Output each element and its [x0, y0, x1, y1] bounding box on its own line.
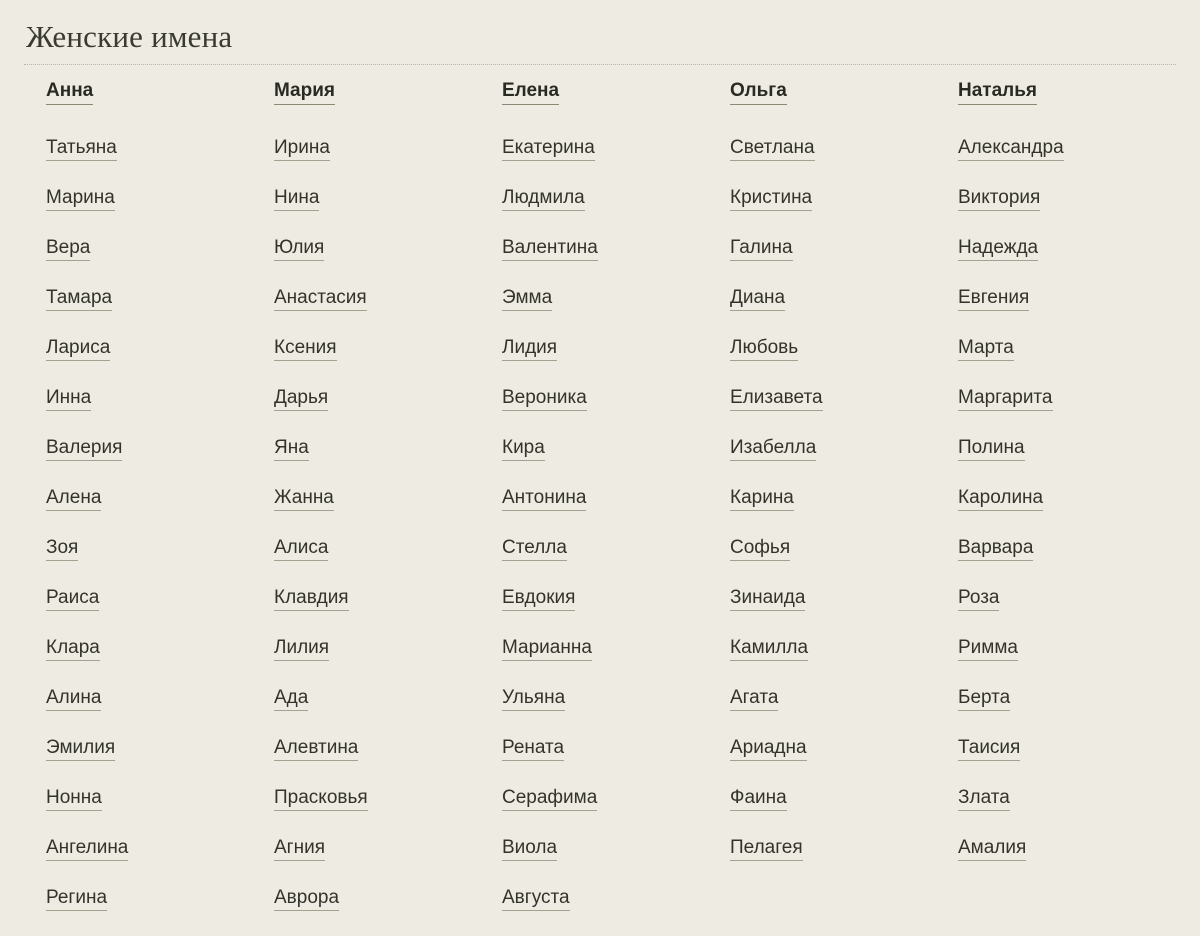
name-text: Маргарита [958, 387, 1053, 411]
name-list-elena [492, 123, 706, 923]
name-text: Клавдия [274, 587, 349, 611]
list-item[interactable] [264, 373, 478, 423]
name-text: Екатерина [502, 137, 595, 161]
list-item[interactable] [36, 173, 250, 223]
name-text: Алевтина [274, 737, 358, 761]
name-text: Агния [274, 837, 325, 861]
name-list-natalya [948, 123, 1162, 873]
name-text: Евдокия [502, 587, 575, 611]
list-item[interactable] [36, 573, 250, 623]
name-text: Камилла [730, 637, 808, 661]
name-text: Августа [502, 887, 570, 911]
name-text: Виола [502, 837, 557, 861]
list-item[interactable] [264, 223, 478, 273]
list-item[interactable] [36, 523, 250, 573]
list-item[interactable] [492, 823, 706, 873]
name-text: Марта [958, 337, 1014, 361]
list-item[interactable] [948, 623, 1162, 673]
list-item[interactable] [720, 823, 934, 873]
name-column-anna [36, 81, 264, 923]
name-text: Елизавета [730, 387, 823, 411]
name-text: Регина [46, 887, 107, 911]
name-text: Злата [958, 787, 1010, 811]
list-item[interactable] [264, 573, 478, 623]
list-item[interactable] [948, 123, 1162, 173]
column-header-elena: Елена [502, 81, 559, 105]
list-item[interactable] [36, 123, 250, 173]
column-header-mariya: Мария [274, 81, 335, 105]
list-item[interactable] [720, 223, 934, 273]
list-item[interactable] [36, 723, 250, 773]
list-item[interactable] [264, 523, 478, 573]
list-item[interactable] [36, 773, 250, 823]
list-item[interactable] [948, 273, 1162, 323]
list-item[interactable] [492, 123, 706, 173]
name-text: Берта [958, 687, 1010, 711]
name-text: Лидия [502, 337, 557, 361]
name-text: Лариса [46, 337, 110, 361]
list-item[interactable] [36, 273, 250, 323]
name-text: Марина [46, 187, 115, 211]
list-item[interactable] [948, 673, 1162, 723]
name-text: Фаина [730, 787, 787, 811]
list-item[interactable] [36, 223, 250, 273]
list-item[interactable] [36, 673, 250, 723]
list-item[interactable] [720, 323, 934, 373]
list-item[interactable] [264, 423, 478, 473]
list-item[interactable] [264, 623, 478, 673]
list-item[interactable] [720, 573, 934, 623]
name-text: Светлана [730, 137, 815, 161]
name-text: Вероника [502, 387, 587, 411]
name-text: Каролина [958, 487, 1043, 511]
name-text: Валентина [502, 237, 598, 261]
name-text: Прасковья [274, 787, 368, 811]
name-text: Алиса [274, 537, 328, 561]
name-text: Амалия [958, 837, 1026, 861]
name-list-mariya [264, 123, 478, 923]
name-text: Клара [46, 637, 100, 661]
name-text: Людмила [502, 187, 585, 211]
name-text: Валерия [46, 437, 122, 461]
list-item[interactable] [264, 873, 478, 923]
list-item[interactable] [492, 323, 706, 373]
name-text: Ксения [274, 337, 337, 361]
list-item[interactable] [492, 773, 706, 823]
list-item[interactable] [492, 523, 706, 573]
name-text: Тамара [46, 287, 112, 311]
column-header-olga: Ольга [730, 81, 787, 105]
list-item[interactable] [264, 323, 478, 373]
name-text: Рената [502, 737, 564, 761]
name-text: Жанна [274, 487, 334, 511]
list-item[interactable] [492, 373, 706, 423]
name-column-natalya [948, 81, 1176, 873]
name-column-mariya [264, 81, 492, 923]
name-text: Агата [730, 687, 778, 711]
list-item[interactable] [948, 773, 1162, 823]
name-text: Кристина [730, 187, 812, 211]
list-item[interactable] [264, 123, 478, 173]
list-item[interactable] [720, 473, 934, 523]
list-item[interactable] [720, 773, 934, 823]
name-text: Ариадна [730, 737, 807, 761]
list-item[interactable] [36, 373, 250, 423]
name-text: Ульяна [502, 687, 565, 711]
name-text: Дарья [274, 387, 328, 411]
page-title: Женские имена [26, 19, 233, 54]
name-text: Варвара [958, 537, 1033, 561]
name-text: Юлия [274, 237, 324, 261]
list-item[interactable] [492, 473, 706, 523]
list-item[interactable] [492, 273, 706, 323]
name-text: Татьяна [46, 137, 117, 161]
list-item[interactable] [948, 323, 1162, 373]
list-item[interactable] [948, 223, 1162, 273]
name-text: Евгения [958, 287, 1029, 311]
name-text: Раиса [46, 587, 99, 611]
list-item[interactable] [492, 423, 706, 473]
list-item[interactable] [948, 423, 1162, 473]
name-text: Ирина [274, 137, 330, 161]
name-text: Марианна [502, 637, 592, 661]
list-item[interactable] [36, 873, 250, 923]
list-item[interactable] [36, 473, 250, 523]
name-text: Алина [46, 687, 101, 711]
name-text: Софья [730, 537, 790, 561]
list-item[interactable] [492, 223, 706, 273]
list-item[interactable] [264, 773, 478, 823]
name-text: Анастасия [274, 287, 367, 311]
list-item[interactable] [492, 723, 706, 773]
name-text: Изабелла [730, 437, 816, 461]
list-item[interactable] [264, 273, 478, 323]
name-text: Антонина [502, 487, 586, 511]
list-item[interactable] [36, 623, 250, 673]
name-column-elena [492, 81, 720, 923]
name-columns [24, 81, 1176, 923]
name-text: Александра [958, 137, 1064, 161]
name-list-anna [36, 123, 250, 923]
name-text: Яна [274, 437, 309, 461]
name-text: Кира [502, 437, 545, 461]
name-text: Ада [274, 687, 308, 711]
list-item[interactable] [720, 173, 934, 223]
list-item[interactable] [264, 173, 478, 223]
name-text: Виктория [958, 187, 1040, 211]
list-item[interactable] [948, 173, 1162, 223]
list-item[interactable] [36, 823, 250, 873]
list-item[interactable] [948, 823, 1162, 873]
list-item[interactable] [720, 123, 934, 173]
list-item[interactable] [948, 723, 1162, 773]
list-item[interactable] [264, 673, 478, 723]
list-item[interactable] [720, 673, 934, 723]
name-text: Стелла [502, 537, 567, 561]
name-text: Роза [958, 587, 999, 611]
name-column-olga [720, 81, 948, 873]
column-header-natalya: Наталья [958, 81, 1037, 105]
list-item[interactable] [948, 523, 1162, 573]
name-text: Диана [730, 287, 785, 311]
name-text: Серафима [502, 787, 597, 811]
list-item[interactable] [264, 823, 478, 873]
name-text: Аврора [274, 887, 339, 911]
name-text: Надежда [958, 237, 1038, 261]
name-text: Любовь [730, 337, 798, 361]
list-item[interactable] [720, 273, 934, 323]
list-item[interactable] [948, 473, 1162, 523]
list-item[interactable] [948, 373, 1162, 423]
name-text: Вера [46, 237, 90, 261]
list-item[interactable] [948, 573, 1162, 623]
list-item[interactable] [36, 423, 250, 473]
name-text: Эмилия [46, 737, 115, 761]
column-header-anna: Анна [46, 81, 93, 105]
list-item[interactable] [720, 523, 934, 573]
name-text: Инна [46, 387, 91, 411]
name-text: Нина [274, 187, 319, 211]
list-item[interactable] [720, 623, 934, 673]
name-text: Галина [730, 237, 793, 261]
title-divider [24, 64, 1176, 65]
list-item[interactable] [720, 373, 934, 423]
name-text: Римма [958, 637, 1018, 661]
list-item[interactable] [492, 573, 706, 623]
name-text: Зоя [46, 537, 78, 561]
list-item[interactable] [492, 673, 706, 723]
name-text: Лилия [274, 637, 329, 661]
list-item[interactable] [264, 473, 478, 523]
list-item[interactable] [36, 323, 250, 373]
list-item[interactable] [264, 723, 478, 773]
name-text: Эмма [502, 287, 552, 311]
name-text: Полина [958, 437, 1025, 461]
list-item[interactable] [720, 423, 934, 473]
name-text: Таисия [958, 737, 1020, 761]
list-item[interactable] [492, 873, 706, 923]
list-item[interactable] [492, 623, 706, 673]
name-text: Нонна [46, 787, 102, 811]
name-text: Карина [730, 487, 794, 511]
name-text: Пелагея [730, 837, 803, 861]
list-item[interactable] [720, 723, 934, 773]
name-list-olga [720, 123, 934, 873]
name-text: Алена [46, 487, 101, 511]
list-item[interactable] [492, 173, 706, 223]
name-text: Зинаида [730, 587, 805, 611]
name-text: Ангелина [46, 837, 128, 861]
